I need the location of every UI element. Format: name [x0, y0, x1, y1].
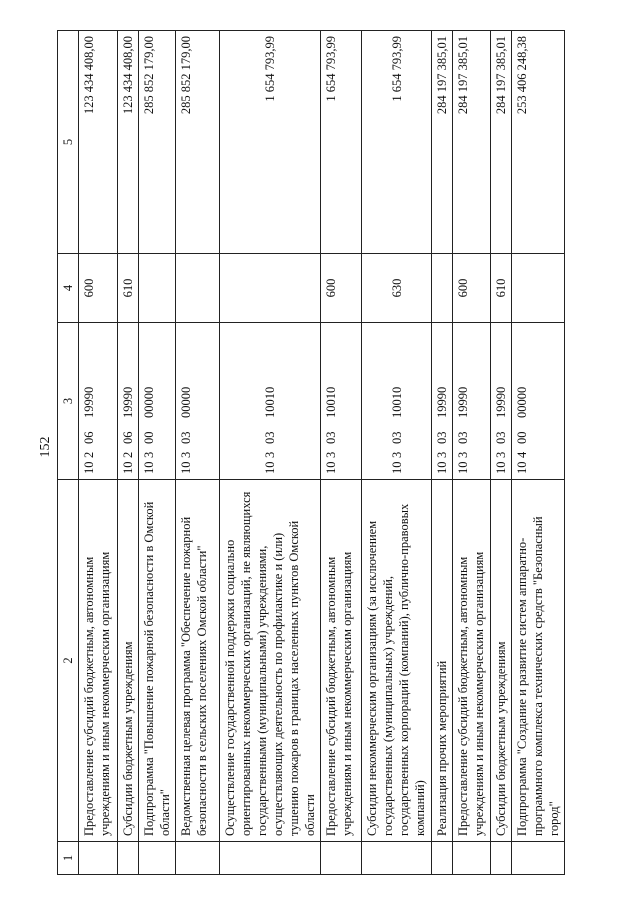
table-row	[118, 31, 139, 875]
table-row	[139, 31, 176, 875]
row-name: Реализация прочих мероприятий	[432, 480, 453, 842]
row-amount: 1 654 793,99	[220, 31, 321, 254]
code-part-1: 10	[82, 461, 96, 474]
row-name: Субсидии некоммерческим организациям (за исключением государственных (муниципальных) учреждений, государственных корпораций (компаний), публично-правовых компаний)	[362, 480, 432, 842]
table-row	[220, 31, 321, 875]
row-col-1	[512, 842, 565, 875]
code-part-4: 19990	[435, 386, 449, 418]
code-part-4: 00000	[142, 386, 156, 418]
row-col-1	[118, 842, 139, 875]
code-part-3: 06	[121, 431, 135, 444]
code-part-4: 19990	[494, 386, 508, 418]
row-code	[432, 323, 453, 480]
code-part-2: 2	[82, 451, 96, 458]
code-part-2: 4	[515, 451, 529, 458]
row-name: Субсидии бюджетным учреждениям	[491, 480, 512, 842]
code-part-4: 00000	[179, 386, 193, 418]
code-part-4: 10010	[389, 386, 404, 418]
code-part-2: 3	[389, 451, 404, 458]
table-row	[512, 31, 565, 875]
row-amount: 1 654 793,99	[362, 31, 432, 254]
header-col-3: 3	[58, 323, 79, 480]
code-part-1: 10	[494, 461, 508, 474]
row-col-1	[176, 842, 220, 875]
code-part-4: 19990	[121, 386, 135, 418]
row-code	[453, 323, 491, 480]
row-amount: 284 197 385,01	[453, 31, 491, 254]
row-name: Подпрограмма "Повышение пожарной безопасности в Омской области"	[139, 480, 176, 842]
code-part-4: 19990	[456, 386, 470, 418]
budget-table	[57, 30, 565, 875]
row-amount: 284 197 385,01	[432, 31, 453, 254]
row-name: Подпрограмма "Создание и развитие систем аппаратно-программного комплекса технических средств "Безопасный город"	[512, 480, 565, 842]
code-part-1: 10	[435, 461, 449, 474]
row-type: 600	[453, 254, 491, 323]
code-part-2: 3	[179, 451, 193, 458]
header-row	[58, 31, 79, 875]
code-part-3: 03	[179, 431, 193, 444]
row-amount: 285 852 179,00	[139, 31, 176, 254]
row-code	[512, 323, 565, 480]
code-part-2: 3	[142, 451, 156, 458]
table-row	[176, 31, 220, 875]
code-part-2: 3	[456, 451, 470, 458]
row-code	[118, 323, 139, 480]
code-part-3: 03	[494, 431, 508, 444]
code-part-3: 00	[142, 431, 156, 444]
table-row	[491, 31, 512, 875]
code-part-3: 03	[263, 431, 277, 444]
code-part-2: 3	[324, 451, 338, 458]
code-part-3: 03	[435, 431, 449, 444]
header-col-4: 4	[58, 254, 79, 323]
row-amount: 285 852 179,00	[176, 31, 220, 254]
row-type	[139, 254, 176, 323]
row-name: Предоставление субсидий бюджетным, автономным учреждениям и иным некоммерческим организациям	[453, 480, 491, 842]
row-amount: 284 197 385,01	[491, 31, 512, 254]
row-amount: 253 406 248,38	[512, 31, 565, 254]
row-type: 610	[118, 254, 139, 323]
table-row	[321, 31, 362, 875]
row-name: Субсидии бюджетным учреждениям	[118, 480, 139, 842]
row-col-1	[453, 842, 491, 875]
page-number: 152	[38, 436, 53, 458]
row-col-1	[139, 842, 176, 875]
code-part-4: 10010	[263, 386, 277, 418]
row-type: 600	[321, 254, 362, 323]
row-col-1	[321, 842, 362, 875]
code-part-2: 2	[121, 451, 135, 458]
row-amount: 123 434 408,00	[118, 31, 139, 254]
code-part-1: 10	[456, 461, 470, 474]
row-name: Предоставление субсидий бюджетным, автономным учреждениям и иным некоммерческим организациям	[321, 480, 362, 842]
row-code	[362, 323, 432, 480]
row-amount: 123 434 408,00	[79, 31, 118, 254]
row-code	[220, 323, 321, 480]
row-code	[176, 323, 220, 480]
code-part-2: 3	[494, 451, 508, 458]
row-col-1	[79, 842, 118, 875]
row-code	[491, 323, 512, 480]
header-col-5: 5	[58, 31, 79, 254]
code-part-2: 3	[263, 451, 277, 458]
row-col-1	[432, 842, 453, 875]
row-type	[432, 254, 453, 323]
row-type	[512, 254, 565, 323]
code-part-3: 06	[82, 431, 96, 444]
row-amount: 1 654 793,99	[321, 31, 362, 254]
row-name: Ведомственная целевая программа "Обеспечение пожарной безопасности в сельских поселениях Омской области"	[176, 480, 220, 842]
header-col-2: 2	[58, 480, 79, 842]
row-name: Осуществление государственной поддержки социально ориентированных некоммерческих организаций, не являющихся государственными (муниципальными) учреждениями, осуществляющих деятельность по профилактике и (или) тушению пожаров в границах населенных пунктов Омской области	[220, 480, 321, 842]
row-code	[79, 323, 118, 480]
code-part-4: 10010	[324, 386, 338, 418]
row-type	[220, 254, 321, 323]
row-code	[321, 323, 362, 480]
table-row	[362, 31, 432, 875]
table-row	[432, 31, 453, 875]
header-col-1: 1	[58, 842, 79, 875]
rotated-page	[57, 31, 561, 875]
row-type: 600	[79, 254, 118, 323]
code-part-3: 03	[456, 431, 470, 444]
row-name: Предоставление субсидий бюджетным, автономным учреждениям и иным некоммерческим организациям	[79, 480, 118, 842]
row-col-1	[491, 842, 512, 875]
row-code	[139, 323, 176, 480]
row-type: 630	[362, 254, 432, 323]
row-type: 610	[491, 254, 512, 323]
code-part-4: 00000	[515, 386, 529, 418]
row-col-1	[220, 842, 321, 875]
code-part-1: 10	[324, 461, 338, 474]
code-part-1: 10	[389, 461, 404, 474]
code-part-1: 10	[142, 461, 156, 474]
table-row	[453, 31, 491, 875]
code-part-2: 3	[435, 451, 449, 458]
code-part-3: 03	[389, 431, 404, 444]
row-type	[176, 254, 220, 323]
table-row	[79, 31, 118, 875]
code-part-4: 19990	[82, 386, 96, 418]
code-part-3: 00	[515, 431, 529, 444]
code-part-1: 10	[121, 461, 135, 474]
code-part-3: 03	[324, 431, 338, 444]
table-body	[58, 31, 565, 875]
code-part-1: 10	[179, 461, 193, 474]
code-part-1: 10	[263, 461, 277, 474]
row-col-1	[362, 842, 432, 875]
code-part-1: 10	[515, 461, 529, 474]
